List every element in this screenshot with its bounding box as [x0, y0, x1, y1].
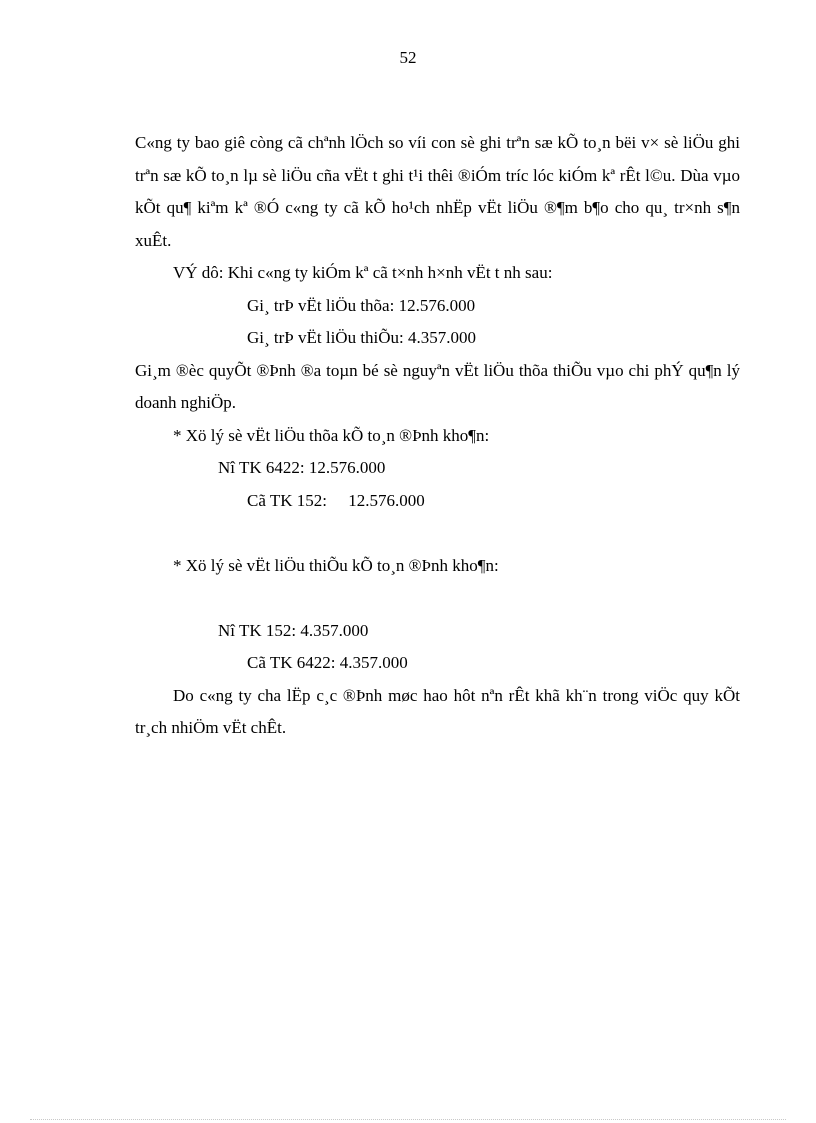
document-body [135, 127, 740, 745]
shortage-debit-line: Nî TK 152: 4.357.000 [218, 620, 369, 640]
surplus-value-line: Gi¸ trÞ vËt liÖu thõa: 12.576.000 [247, 295, 476, 315]
example-intro: VÝ dô: Khi c«ng ty kiÓm kª cã t×nh h×nh vËt t nh sau: [173, 263, 553, 282]
shortage-credit-line: Cã TK 6422: 4.357.000 [247, 653, 408, 672]
page-bottom-rule [30, 1119, 786, 1120]
shortage-value-line: Gi¸ trÞ vËt liÖu thiÕu: 4.357.000 [247, 328, 477, 347]
surplus-entry-heading: * Xö lý sè vËt liÖu thõa kÕ to¸n ®Þnh kho¶n: [173, 425, 490, 445]
surplus-credit-line: Cã TK 152: 12.576.000 [247, 490, 425, 510]
paragraph-responsibility: Do c«ng ty cha lËp c¸c ®Þnh møc hao hôt nªn rÊt khã kh¨n trong viÖc quy kÕt tr¸ch nhiÖm vËt chÊt. [135, 685, 740, 737]
shortage-entry-heading: * Xö lý sè vËt liÖu thiÕu kÕ to¸n ®Þnh kho¶n: [173, 555, 499, 575]
page-number: 52 [399, 48, 417, 67]
surplus-debit-line: Nî TK 6422: 12.576.000 [218, 458, 386, 477]
paragraph-inventory-discrepancy: C«ng ty bao giê còng cã chªnh lÖch so víi con sè ghi trªn sæ kÕ to¸n bëi v× sè liÖu ghi trªn sæ kÕ to¸n lµ sè liÖu cña vËt t ghi t¹i thêi ®iÓm tríc lóc kiÓm kª rÊt l©u. Dùa vµo kÕt qu¶ kiªm kª ®Ó c«ng ty cã kÕ ho¹ch nhËp vËt liÖu ®¶m b¶o cho qu¸ tr×nh s¶n xuÊt. [135, 133, 740, 250]
spacer [135, 517, 740, 550]
spacer [135, 582, 740, 615]
paragraph-director-decision: Gi¸m ®èc quyÕt ®Þnh ®a toµn bé sè nguyªn vËt liÖu thõa thiÕu vµo chi phÝ qu¶n lý doanh nghiÖp. [135, 360, 740, 412]
